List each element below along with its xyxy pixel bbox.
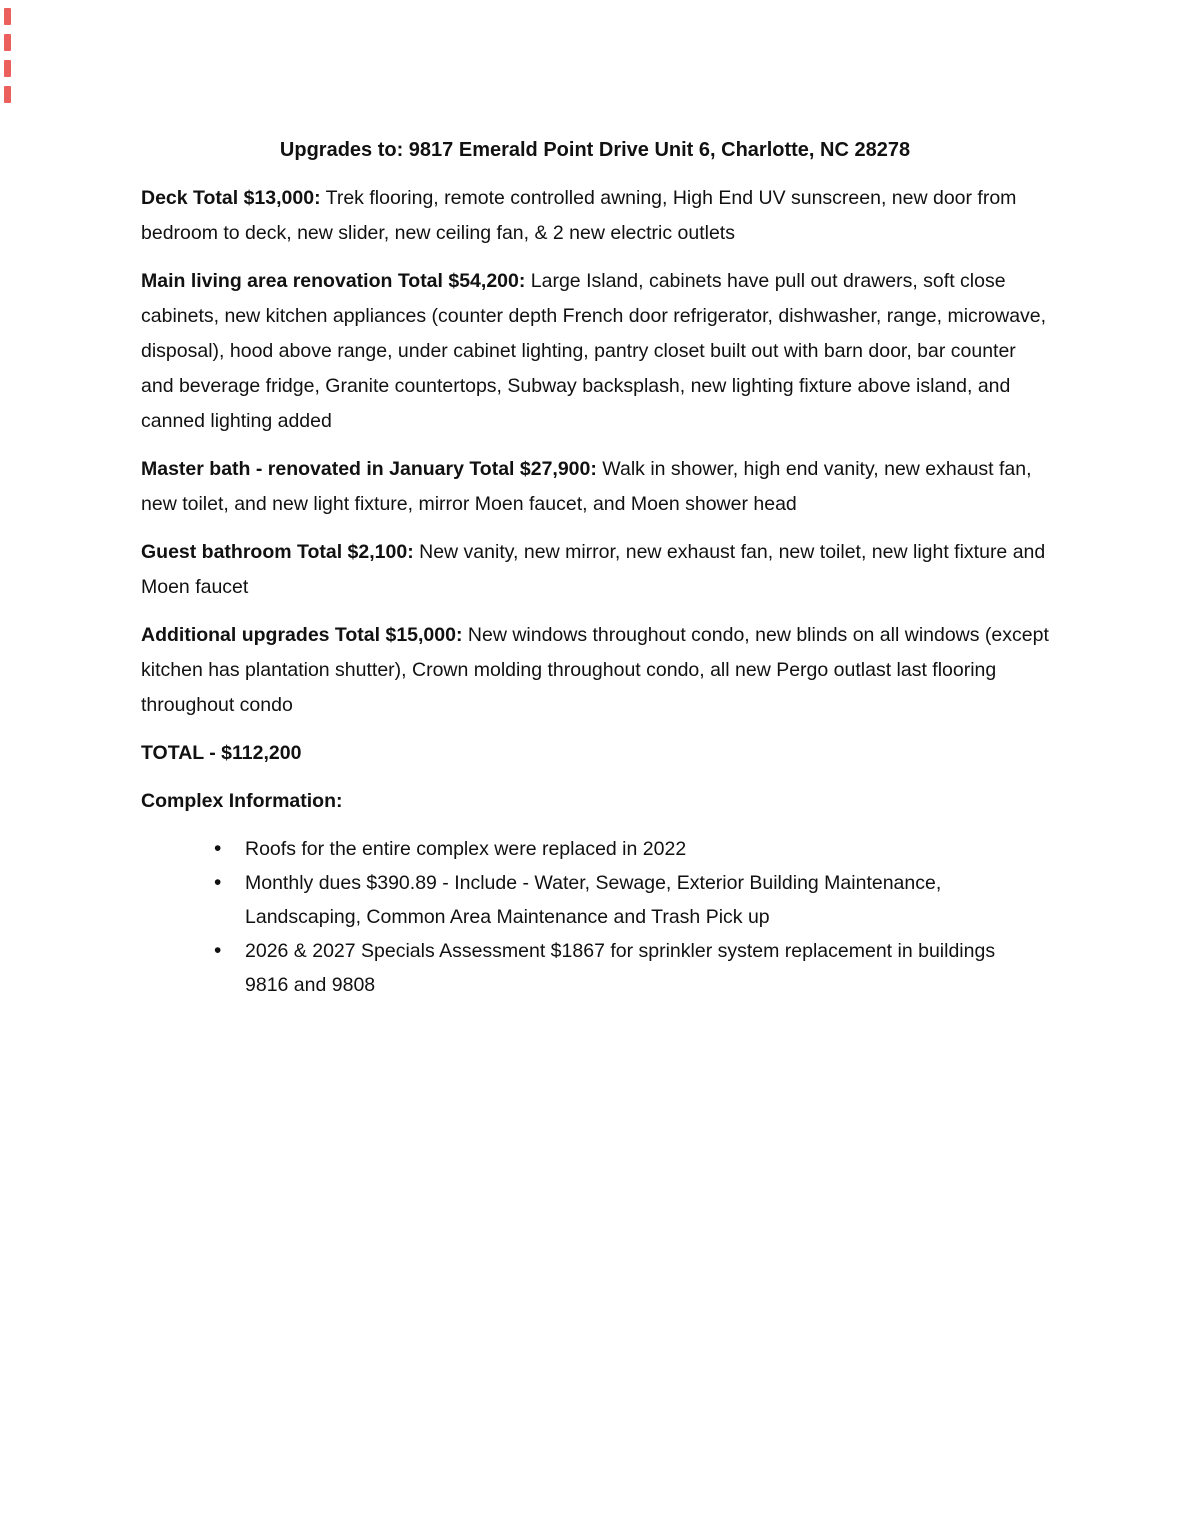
paragraph-master-bath-label: Master bath - renovated in January Total $27,900:: [141, 458, 597, 480]
paragraph-deck: [141, 181, 1049, 251]
paragraph-additional-upgrades: [141, 618, 1049, 723]
bullet-specials-assessment: • 2026 & 2027 Specials Assessment $1867 for sprinkler system replacement in buildings 9816 and 9808: [245, 934, 1005, 1002]
bullet-roofs: • Roofs for the entire complex were replaced in 2022: [245, 832, 1005, 866]
paragraph-guest-bathroom-text: New vanity, new mirror, new exhaust fan, new toilet, new light fixture and Moen faucet: [141, 541, 1046, 598]
paragraph-master-bath-text: Walk in shower, high end vanity, new exhaust fan, new toilet, and new light fixture, mirror Moen faucet, and Moen shower head: [141, 458, 1032, 515]
paragraph-master-bath: [141, 452, 1049, 522]
paragraph-additional-upgrades-text: New windows throughout condo, new blinds on all windows (except kitchen has plantation shutter), Crown molding throughout condo, all new Pergo outlast last flooring throughout condo: [141, 624, 1049, 716]
complex-information-list: [141, 832, 1049, 1002]
document-title: Upgrades to: 9817 Emerald Point Drive Unit 6, Charlotte, NC 28278: [279, 139, 911, 161]
red-edge-mark: [4, 60, 11, 77]
red-edge-mark: [4, 86, 11, 103]
total-line: TOTAL - $112,200: [141, 742, 302, 764]
paragraph-deck-label: Deck Total $13,000:: [141, 187, 321, 209]
complex-information-heading: Complex Information:: [141, 790, 343, 812]
red-edge-mark: [4, 34, 11, 51]
bullet-monthly-dues: • Monthly dues $390.89 - Include - Water, Sewage, Exterior Building Maintenance, Landscaping, Common Area Maintenance and Trash Pick up: [245, 866, 1005, 934]
red-scan-edge-marks: [4, 8, 12, 106]
paragraph-deck-text: Trek flooring, remote controlled awning, High End UV sunscreen, new door from bedroom to deck, new slider, new ceiling fan, & 2 new electric outlets: [141, 187, 1017, 244]
paragraph-additional-upgrades-label: Additional upgrades Total $15,000:: [141, 624, 463, 646]
paragraph-main-living-text: Large Island, cabinets have pull out drawers, soft close cabinets, new kitchen appliances (counter depth French door refrigerator, dishwasher, range, microwave, disposal), hood above range, under cabinet lighting, pantry closet built out with barn door, bar counter and beverage fridge, Granite countertops, Subway backsplash, new lighting fixture above island, and canned lighting added: [141, 270, 1047, 432]
paragraph-guest-bathroom-label: Guest bathroom Total $2,100:: [141, 541, 414, 563]
paragraph-main-living-label: Main living area renovation Total $54,200:: [141, 270, 526, 292]
red-edge-mark: [4, 8, 11, 25]
paragraph-main-living: [141, 264, 1049, 439]
paragraph-guest-bathroom: [141, 535, 1049, 605]
document-content: [141, 133, 1049, 1002]
